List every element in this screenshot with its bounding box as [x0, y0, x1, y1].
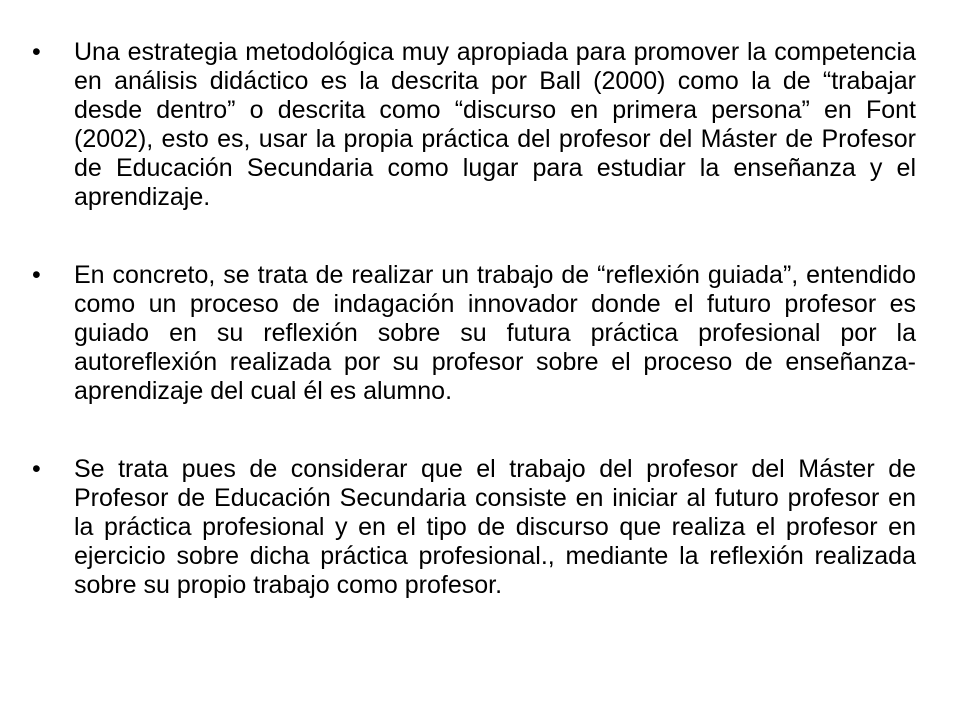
- bullet-item-1: [28, 38, 916, 212]
- slide-content: [28, 38, 916, 600]
- bullet-item-3: [28, 455, 916, 600]
- bullet-text-1: Una estrategia metodológica muy apropiada para promover la competencia en análisis didáctico es la descrita por Ball (2000) como la de “trabajar desde dentro” o descrita como “discurso en primera persona” en Font (2002), esto es, usar la propia práctica del profesor del Máster de Profesor de Educación Secundaria como lugar para estudiar la enseñanza y el aprendizaje.: [74, 38, 916, 211]
- bullet-icon: •: [32, 455, 41, 483]
- bullet-text-2: En concreto, se trata de realizar un trabajo de “reflexión guiada”, entendido como un proceso de indagación innovador donde el futuro profesor es guiado en su reflexión sobre su futura práctica profesional por la autoreflexión realizada por su profesor sobre el proceso de enseñanza-aprendizaje del cual él es alumno.: [74, 261, 916, 405]
- bullet-icon: •: [32, 38, 41, 66]
- bullet-text-3: Se trata pues de considerar que el trabajo del profesor del Máster de Profesor de Educación Secundaria consiste en iniciar al futuro profesor en la práctica profesional y en el tipo de discurso que realiza el profesor en ejercicio sobre dicha práctica profesional., mediante la reflexión realizada sobre su propio trabajo como profesor.: [74, 455, 916, 599]
- bullet-item-2: [28, 261, 916, 406]
- bullet-icon: •: [32, 261, 41, 289]
